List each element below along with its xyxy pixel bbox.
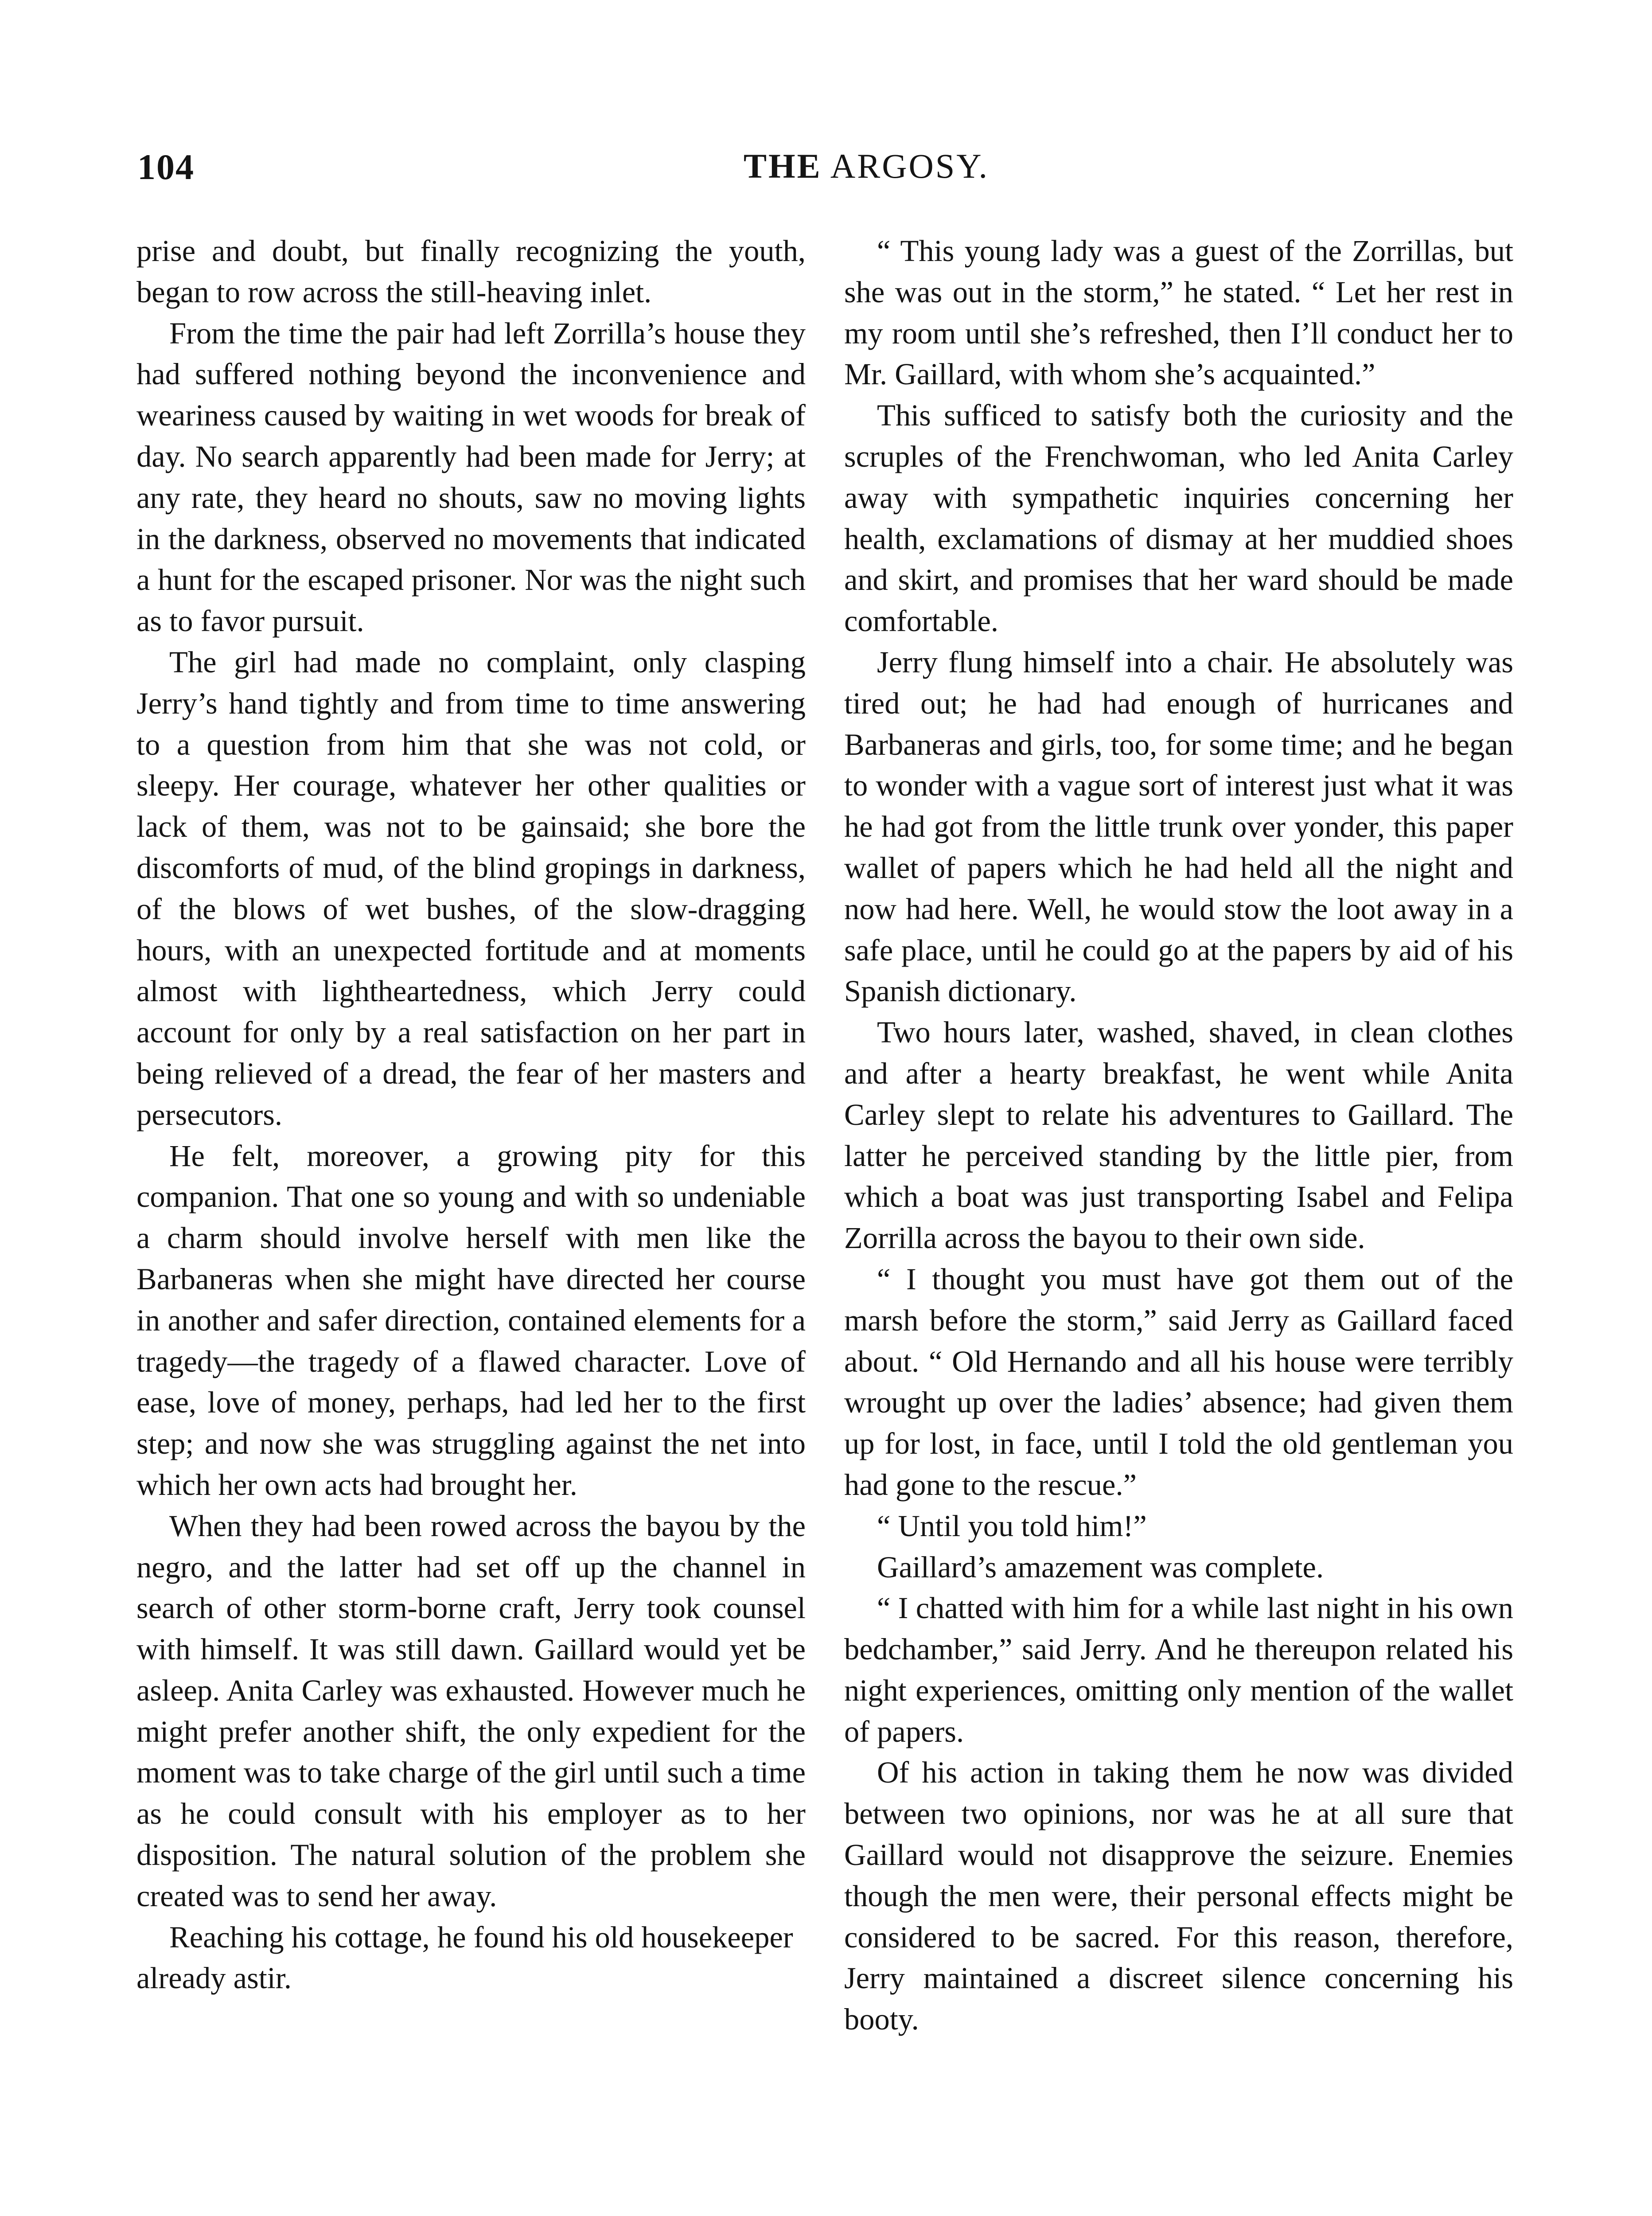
paragraph: This sufficed to satisfy both the curiosity and the scruples of the Frenchwoman, who led Anita Carley away with sympathetic inquiries concerning her health, exclamations of dismay at her muddied shoes and skirt, and promises that her ward should be made comfortable. (844, 398, 1513, 638)
paragraph: Two hours later, washed, shaved, in clean clothes and after a hearty breakfast, he went while Anita Carley slept to relate his adventures to Gaillard. The latter he perceived standing by the little pier, from which a boat was just transporting Isabel and Felipa Zorrilla across the bayou to their own side. (844, 1015, 1513, 1255)
paragraph: Jerry flung himself into a chair. He absolutely was tired out; he had had enough of hurricanes and Barbaneras and girls, too, for some time; and he began to wonder with a vague sort of interest just what it was he had got from the little trunk over yonder, this paper wallet of papers which he had held all the night and now had here. Well, he would stow the loot away in a safe place, until he could go at the papers by aid of his Spanish dictionary. (844, 645, 1513, 1008)
paragraph: When they had been rowed across the bayou by the negro, and the latter had set off up the channel in search of other storm-borne craft, Jerry took counsel with himself. It was still dawn. Gaillard would yet be asleep. Anita Carley was exhausted. However much he might prefer another shift, the only expedient for the moment was to take charge of the girl until such a time as he could consult with his employer as to her disposition. The natural solution of the problem she created was to send her away. (136, 1509, 806, 1913)
left-column (136, 230, 806, 1999)
paragraph: “ This young lady was a guest of the Zorrillas, but she was out in the storm,” he stated. “ Let her rest in my room until she’s refreshed, then I’ll conduct her to Mr. Gaillard, with whom she’s acquainted.” (844, 234, 1513, 391)
page-number: 104 (137, 147, 195, 187)
running-head (137, 146, 1595, 186)
page-header (137, 146, 1595, 195)
paragraph: Reaching his cottage, he found his old housekeeper already astir. (136, 1920, 793, 1995)
paragraph: prise and doubt, but finally recognizing the youth, began to row across the still-heaving inlet. (136, 234, 806, 309)
paragraph: He felt, moreover, a growing pity for this companion. That one so young and with so undeniable a charm should involve herself with men like the Barbaneras when she might have directed her course in another and safer direction, contained elements for a tragedy—the tragedy of a flawed character. Love of ease, love of money, perhaps, had led her to the first step; and now she was struggling against the net into which her own acts had brought her. (136, 1139, 806, 1502)
paragraph: “ Until you told him!” (877, 1509, 1147, 1543)
paragraph: From the time the pair had left Zorrilla’s house they had suffered nothing beyond the inconvenience and weariness caused by waiting in wet woods for break of day. No search apparently had been made for Jerry; at any rate, they heard no shouts, saw no moving lights in the darkness, observed no movements that indicated a hunt for the escaped prisoner. Nor was the night such as to favor pursuit. (136, 316, 806, 638)
running-head-the: THE (743, 147, 822, 185)
running-head-title: ARGOSY. (830, 147, 990, 185)
right-column (844, 230, 1513, 2040)
paragraph: “ I chatted with him for a while last night in his own bedchamber,” said Jerry. And he thereupon related his night experiences, omitting only mention of the wallet of papers. (844, 1591, 1513, 1748)
paragraph: Of his action in taking them he now was divided between two opinions, nor was he at all sure that Gaillard would not disapprove the seizure. Enemies though the men were, their personal effects might be considered to be sacred. For this reason, therefore, Jerry maintained a discreet silence concerning his booty. (844, 1756, 1513, 2037)
paragraph: Gaillard’s amazement was complete. (877, 1550, 1324, 1584)
paragraph: “ I thought you must have got them out of the marsh before the storm,” said Jerry as Gaillard faced about. “ Old Hernando and all his house were terribly wrought up over the ladies’ absence; had given them up for lost, in face, until I told the old gentleman you had gone to the rescue.” (844, 1262, 1513, 1502)
paragraph: The girl had made no complaint, only clasping Jerry’s hand tightly and from time to time answering to a question from him that she was not cold, or sleepy. Her courage, whatever her other qualities or lack of them, was not to be gainsaid; she bore the discomforts of mud, of the blind gropings in darkness, of the blows of wet bushes, of the slow-dragging hours, with an unexpected fortitude and at moments almost with lightheartedness, which Jerry could account for only by a real satisfaction on her part in being relieved of a dread, the fear of her masters and persecutors. (136, 645, 806, 1131)
